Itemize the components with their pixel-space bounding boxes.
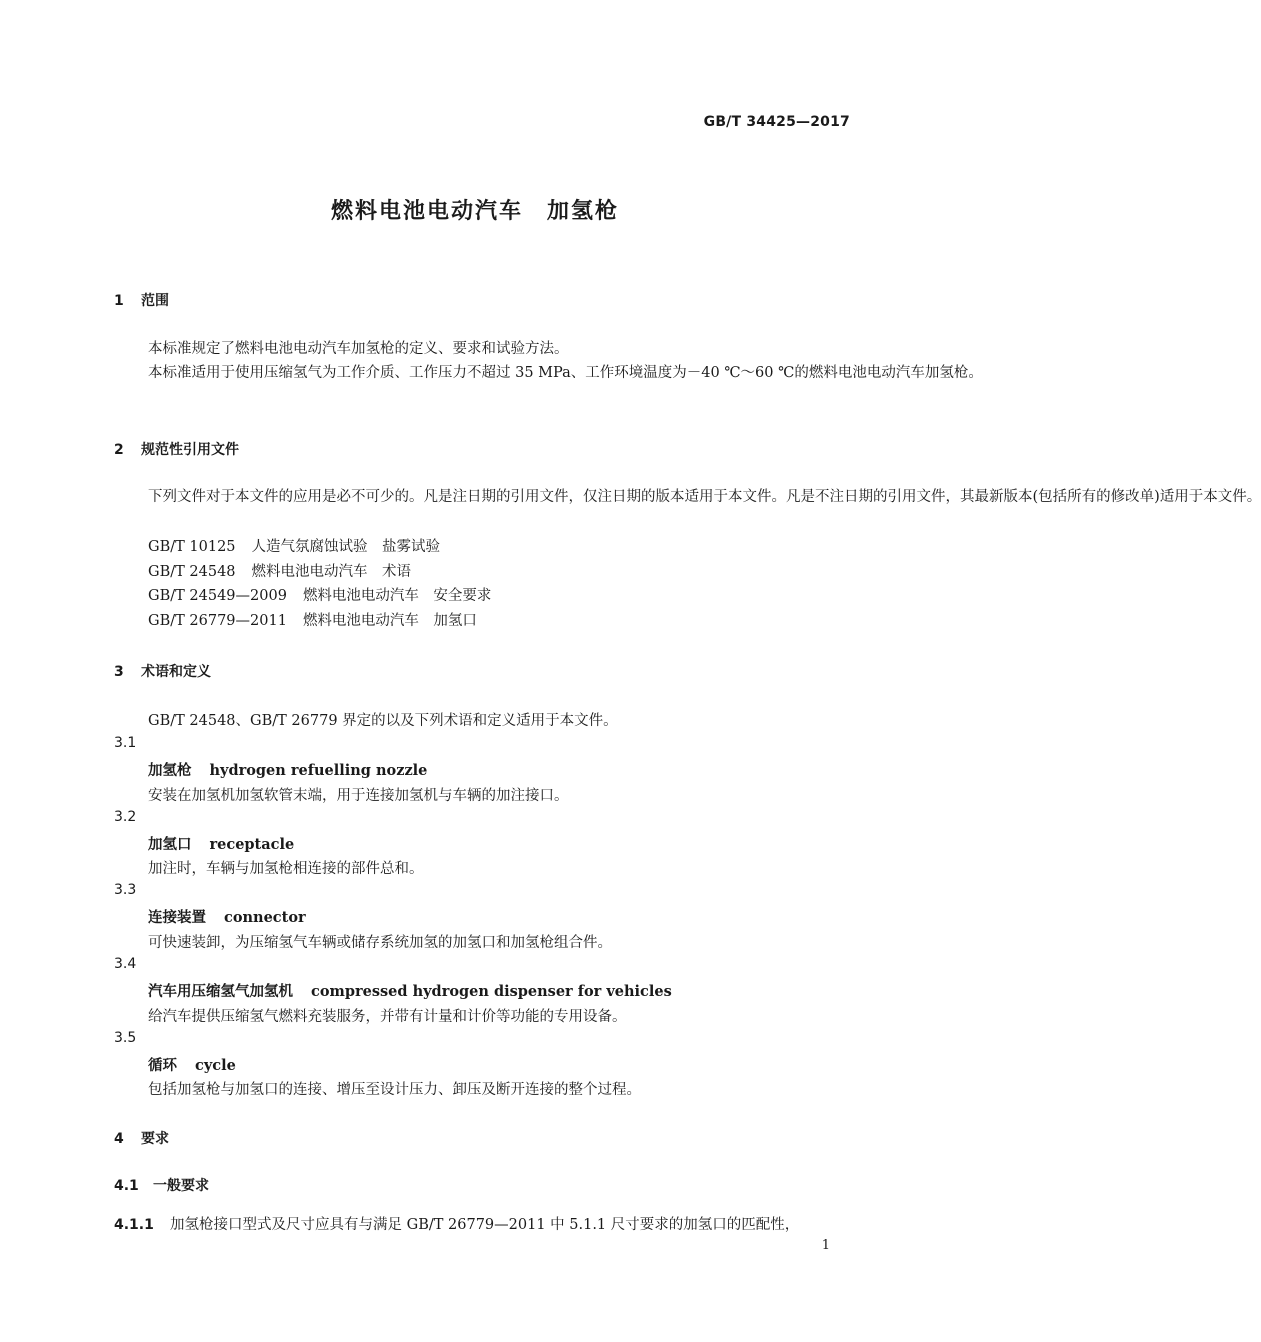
term-number: 3.4 — [114, 956, 137, 972]
term-chinese: 连接装置 — [148, 910, 206, 926]
section-number: 2 — [114, 442, 124, 458]
document-title: 燃料电池电动汽车 加氢枪 — [330, 199, 619, 224]
section-title: 规范性引用文件 — [141, 442, 239, 458]
term-definition: 安装在加氢机加氢软管末端，用于连接加氢机与车辆的加注接口。 — [148, 788, 569, 804]
term-heading — [148, 906, 306, 927]
reference-item — [148, 560, 411, 581]
reference-title: 燃料电池电动汽车 加氢口 — [302, 613, 477, 629]
page-number: 1 — [821, 1238, 830, 1253]
term-definition: 包括加氢枪与加氢口的连接、增压至设计压力、卸压及断开连接的整个过程。 — [148, 1082, 641, 1098]
reference-title: 燃料电池电动汽车 安全要求 — [302, 588, 492, 604]
term-definition: 可快速装卸，为压缩氢气车辆或储存系统加氢的加氢口和加氢枪组合件。 — [148, 935, 612, 951]
reference-item — [148, 535, 440, 556]
term-english: hydrogen refuelling nozzle — [209, 762, 428, 779]
term-number: 3.5 — [114, 1030, 137, 1046]
term-chinese: 汽车用压缩氢气加氢机 — [148, 984, 293, 1000]
term-english: cycle — [195, 1057, 236, 1074]
section-2-heading — [114, 439, 239, 459]
term-chinese: 加氢口 — [148, 837, 192, 853]
section-4-heading — [114, 1128, 169, 1148]
term-heading — [148, 980, 672, 1001]
reference-code: GB/T 26779—2011 — [148, 613, 287, 629]
section-number: 1 — [114, 293, 124, 309]
term-english: receptacle — [209, 836, 295, 853]
term-definition: 给汽车提供压缩氢气燃料充装服务，并带有计量和计价等功能的专用设备。 — [148, 1009, 627, 1025]
term-chinese: 循环 — [148, 1058, 177, 1074]
section-number: 4.1 — [114, 1178, 139, 1194]
paragraph-normative-references: 下列文件对于本文件的应用是必不可少的。凡是注日期的引用文件，仅注日期的版本适用于本文件。凡是不注日期的引用文件，其最新版本(包括所有的修改单)适用于本文件。 — [148, 489, 1261, 505]
section-3-heading — [114, 661, 211, 681]
reference-title: 燃料电池电动汽车 术语 — [251, 564, 412, 580]
clause-text: 加氢枪接口型式及尺寸应具有与满足 GB/T 26779—2011 中 5.1.1 尺寸要求的加氢口的匹配性， — [170, 1217, 800, 1233]
section-title: 要求 — [141, 1131, 169, 1147]
section-number: 4 — [114, 1131, 124, 1147]
section-title: 范围 — [141, 293, 169, 309]
section-number: 3 — [114, 664, 124, 680]
term-english: compressed hydrogen dispenser for vehicles — [311, 983, 672, 1000]
section-title: 术语和定义 — [141, 664, 211, 680]
reference-code: GB/T 24549—2009 — [148, 588, 287, 604]
term-heading — [148, 833, 294, 854]
reference-item — [148, 609, 477, 630]
term-heading — [148, 1054, 236, 1075]
term-english: connector — [224, 909, 306, 926]
clause-4-1-1 — [114, 1213, 799, 1234]
paragraph-terms-intro: GB/T 24548、GB/T 26779 界定的以及下列术语和定义适用于本文件。 — [148, 713, 618, 729]
term-number: 3.2 — [114, 809, 137, 825]
section-4-1-heading — [114, 1175, 209, 1195]
standard-number: GB/T 34425—2017 — [703, 114, 850, 130]
term-heading — [148, 759, 427, 780]
reference-item — [148, 584, 491, 605]
paragraph-scope-1: 本标准规定了燃料电池电动汽车加氢枪的定义、要求和试验方法。 — [148, 341, 569, 357]
reference-code: GB/T 24548 — [148, 564, 236, 580]
clause-number: 4.1.1 — [114, 1217, 154, 1233]
term-number: 3.3 — [114, 882, 137, 898]
term-definition: 加注时，车辆与加氢枪相连接的部件总和。 — [148, 861, 424, 877]
section-title: 一般要求 — [153, 1178, 209, 1194]
section-1-heading — [114, 290, 169, 310]
reference-code: GB/T 10125 — [148, 539, 236, 555]
reference-title: 人造气氛腐蚀试验 盐雾试验 — [251, 539, 441, 555]
paragraph-scope-2: 本标准适用于使用压缩氢气为工作介质、工作压力不超过 35 MPa、工作环境温度为－40 ℃～60 ℃的燃料电池电动汽车加氢枪。 — [148, 365, 983, 381]
term-chinese: 加氢枪 — [148, 763, 192, 779]
term-number: 3.1 — [114, 735, 137, 751]
